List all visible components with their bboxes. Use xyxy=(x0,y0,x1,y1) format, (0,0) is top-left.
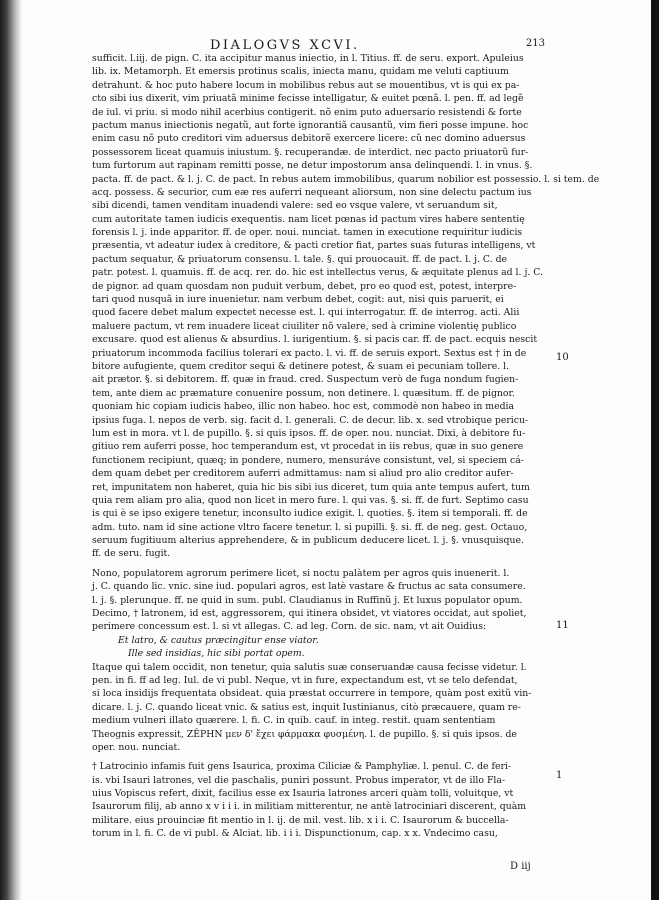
verse-line-1: Et latro, & cautus præcingitur ense viator. xyxy=(118,634,319,646)
text-line: adm. tuto. nam id sine actione vltro facere tenetur. l. si pupilli. §. si. ff. de neg. gest. Octauo, xyxy=(92,521,528,533)
text-line: priuatorum incommoda facilius tolerari ex pacto. l. vi. ff. de seruis export. Sextus est † in de xyxy=(92,347,527,359)
text-line: seruum fugitiuum alterius apprehendere, & in publicum deducere licet. l. j. §. vnusquisque. xyxy=(92,535,524,547)
text-line: excusare. quod est alienus & absurdius. l. iurigentium. §. si pacis car. ff. de pact. ecquis nescit xyxy=(92,334,538,346)
text-line: † Latrocinio infamis fuit gens Isaurica, proxima Ciliciæ & Pamphyliæ. l. penul. C. de feri- xyxy=(92,761,512,773)
text-line: is. vbi Isauri latrones, vel die paschalis, puniri possunt. Probus imperator, vt de illo Fla- xyxy=(92,774,506,786)
text-line: sibi dicendi, tamen venditam inuadendi valere: sed eo vsque valere, vt seruandum sit, xyxy=(92,200,498,212)
margin-note-10: 10 xyxy=(556,352,569,363)
text-line: perimere concessum est. l. si vt allegas. C. ad leg. Corn. de sic. nam, vt ait Ouidius: xyxy=(92,621,487,633)
text-line: gitiuo rem auferri posse, hoc temperandum est, vt procedat in iis rebus, quæ in suo genere xyxy=(92,441,524,453)
text-line: lib. ix. Metamorph. Et emersis protinus scalis, iniecta manu, quidam me veluti captiuum xyxy=(92,66,509,78)
text-line: cum autoritate tamen iudicis exequentis. nam licet pœnas id pactum vires habere sententię xyxy=(92,213,525,225)
folio-number: 213 xyxy=(525,38,545,49)
text-line: pactum sequatur, & priuatorum consensu. l. tale. §. qui prouocauit. ff. de pact. l. j. C. de xyxy=(92,253,508,265)
text-line: torum in l. fi. C. de vi publ. & Alciat. lib. i i i. Dispunctionum, cap. x x. Vndecimo casu, xyxy=(92,828,498,840)
text-line: tum furtorum aut rapinam remitti posse, ne detur impostorum ansa delinquendi. l. in vnus. §. xyxy=(92,160,533,172)
running-head: DIALOGVS XCVI. xyxy=(210,38,360,53)
text-line: de iul. vi priu. si modo nihil acerbius contigerit. nõ enim puto aduersario resistendi & forte xyxy=(92,106,522,118)
text-line: enim casu nõ puto creditori vim aduersus debitorẽ exercere licere: cũ nec domino aduersus xyxy=(92,133,526,145)
text-line: pactum manus iniectionis negatũ, aut forte ignorantiã causantũ, vim fieri posse impune. hoc xyxy=(92,119,529,131)
text-line: patr. potest. l. quamuis. ff. de acq. rer. do. hic est intellectus verus, & æquitate plenus ad l. j. C. xyxy=(92,267,543,279)
text-line: Isaurorum filij, ab anno x v i i i. in militiam mitterentur, ne antè latrociniari discerent, quàm xyxy=(92,801,527,813)
text-line: lum est in mora. vt l. de pupillo. §. si quis ipsos. ff. de oper. nou. nunciat. Dixi, à debitore fu- xyxy=(92,427,526,439)
margin-note-11: 11 xyxy=(556,620,569,631)
text-line: cto sibi ius dixerit, vim priuatã minime fecisse intelligatur, & euitet pœnã. l. pen. ff. ad legẽ xyxy=(92,93,524,105)
text-line: detrahunt. & hoc puto habere locum in mobilibus rebus aut se mouentibus, vt is qui ex pa- xyxy=(92,79,520,91)
margin-note-1: 1 xyxy=(556,770,563,781)
text-line: tem, ante diem ac præmature conuenire possum, non detinere. l. quæsitum. ff. de pignor. xyxy=(92,387,515,399)
text-line: pacta. ff. de pact. & l. j. C. de pact. In rebus autem immobilibus, quarum nobilior est possessio. l. si tem. de xyxy=(92,173,600,185)
text-line: sufficit. l.iij. de pign. C. ita accipitur manus iniectio, in l. Titius. ff. de seru. export. Apuleius xyxy=(92,53,524,64)
text-line: is qui è se ipso exigere tenetur, inconsulto iudice exigit. l. quoties. §. item si temporali. ff. de xyxy=(92,508,528,520)
text-line: militare. eius prouinciæ fit mentio in l. ij. de mil. vest. lib. x i i. C. Isaurorum & buccella- xyxy=(92,814,509,826)
text-line: ait prætor. §. si debitorem. ff. quæ in fraud. cred. Suspectum verò de fuga nondum fugien- xyxy=(92,374,519,386)
text-line: dicare. l. j. C. quando liceat vnic. & satius est, inquit Iustinianus, citò præcauere, quam re- xyxy=(92,701,521,713)
text-line: functionem recipiunt, quæq; in pondere, numero, mensuráve consistunt, vel, si speciem cá- xyxy=(92,454,524,466)
text-line: pen. in fi. ff ad leg. Iul. de vi publ. Neque, vt in fure, expectandum est, vt se telo defendat, xyxy=(92,674,518,686)
text-line: acq. possess. & securior, cum eæ res auferri nequeant aliorsum, non sine delectu pactum ius xyxy=(92,186,532,198)
text-line: uius Vopiscus refert, dixit, facilius esse ex Isauria latrones arceri quàm tolli, voluitque, vt xyxy=(92,788,514,800)
text-line: præsentia, vt adeatur iudex à creditore, & pacti cretior fiat, partes suas futuras intelligens, vt xyxy=(92,240,536,252)
signature-mark: D iij xyxy=(510,861,531,872)
text-line: oper. nou. nunciat. xyxy=(92,741,181,753)
text-line: possessorem liceat quamuis iniustum. §. recuperandæ. de interdict. nec pacto priuatorũ fur- xyxy=(92,146,529,158)
text-line: quod facere debet malum expectet necesse est. l. qui interrogatur. ff. de interrog. acti. Alii xyxy=(92,307,520,319)
text-line: maluere pactum, vt rem inuadere liceat ciuiliter nõ valere, sed à crimine violentię publico xyxy=(92,320,517,332)
text-line: tari quod nusquã in iure inuenietur. nam verbum debet, cogit: aut, nisi quis paruerit, ei xyxy=(92,294,504,306)
text-line: ret, impunitatem non haberet, quia hic bis sibi ius diceret, tum quia ante tempus aufert, tum xyxy=(92,481,530,493)
text-line: quoniam hic copiam iudicis habeo, illic non habeo. hoc est, commodè non habeo in media xyxy=(92,401,515,413)
text-line: l. j. §. plerunque. ff. ne quid in sum. publ. Claudianus in Ruffinũ j. Et luxus populator opum. xyxy=(92,594,523,606)
page-gutter-shadow xyxy=(0,0,22,900)
text-line: Theognis expressit, ZÊPHN μεν δ' ἔχει φάρμακα φυσμένη. l. de pupillo. §. si quis ipsos. de xyxy=(92,728,517,740)
verse-line-2: Ille sed insidias, hic sibi portat opem. xyxy=(128,648,305,660)
text-line: forensis l. j. inde apparitor. ff. de oper. noui. nunciat. tamen in executione requiritur iudicis xyxy=(92,227,523,239)
text-line: medium vulneri illato quærere. l. fi. C. in quib. cauf. in integ. restit. quam sententiam xyxy=(92,715,496,727)
page-right-edge xyxy=(651,0,659,900)
text-line: bitore aufugiente, quem creditor sequi & detinere potest, & suam ei pecuniam tollere. l. xyxy=(92,360,510,372)
text-line: Decimo, † latronem, id est, aggressorem, qui itinera obsidet, vt viatores occidat, aut spoliet, xyxy=(92,608,527,620)
text-line: si loca insidijs frequentata obsideat. quia præstat occurrere in tempore, quàm post exitũ vin- xyxy=(92,688,532,700)
text-line: Itaque qui talem occidit, non tenetur, quia salutis suæ conseruandæ causa fecisse videtur. l. xyxy=(92,661,527,673)
text-line: ipsius fuga. l. nepos de verb. sig. facit d. l. generali. C. de decur. lib. x. sed vtrobique pericu- xyxy=(92,414,529,426)
text-line: j. C. quando lic. vnic. sine iud. populari agros, est latè vastare & fructus ac sata consumere. xyxy=(92,581,526,593)
text-line: dem quam debet per creditorem auferri admittamus: nam si aliud pro alio creditor aufer- xyxy=(92,468,514,480)
text-line: de pignor. ad quam quosdam non puduit verbum, debet, pro eo quod est, potest, interpre- xyxy=(92,280,517,292)
text-line: quia rem aliam pro alia, quod non licet in mero fure. l. qui vas. §. si. ff. de furt. Septimo casu xyxy=(92,494,529,506)
text-line: Nono, populatorem agrorum perimere licet, si noctu palàtem per agros quis inuenerit. l. xyxy=(92,567,510,579)
text-line: ff. de seru. fugit. xyxy=(92,548,171,560)
